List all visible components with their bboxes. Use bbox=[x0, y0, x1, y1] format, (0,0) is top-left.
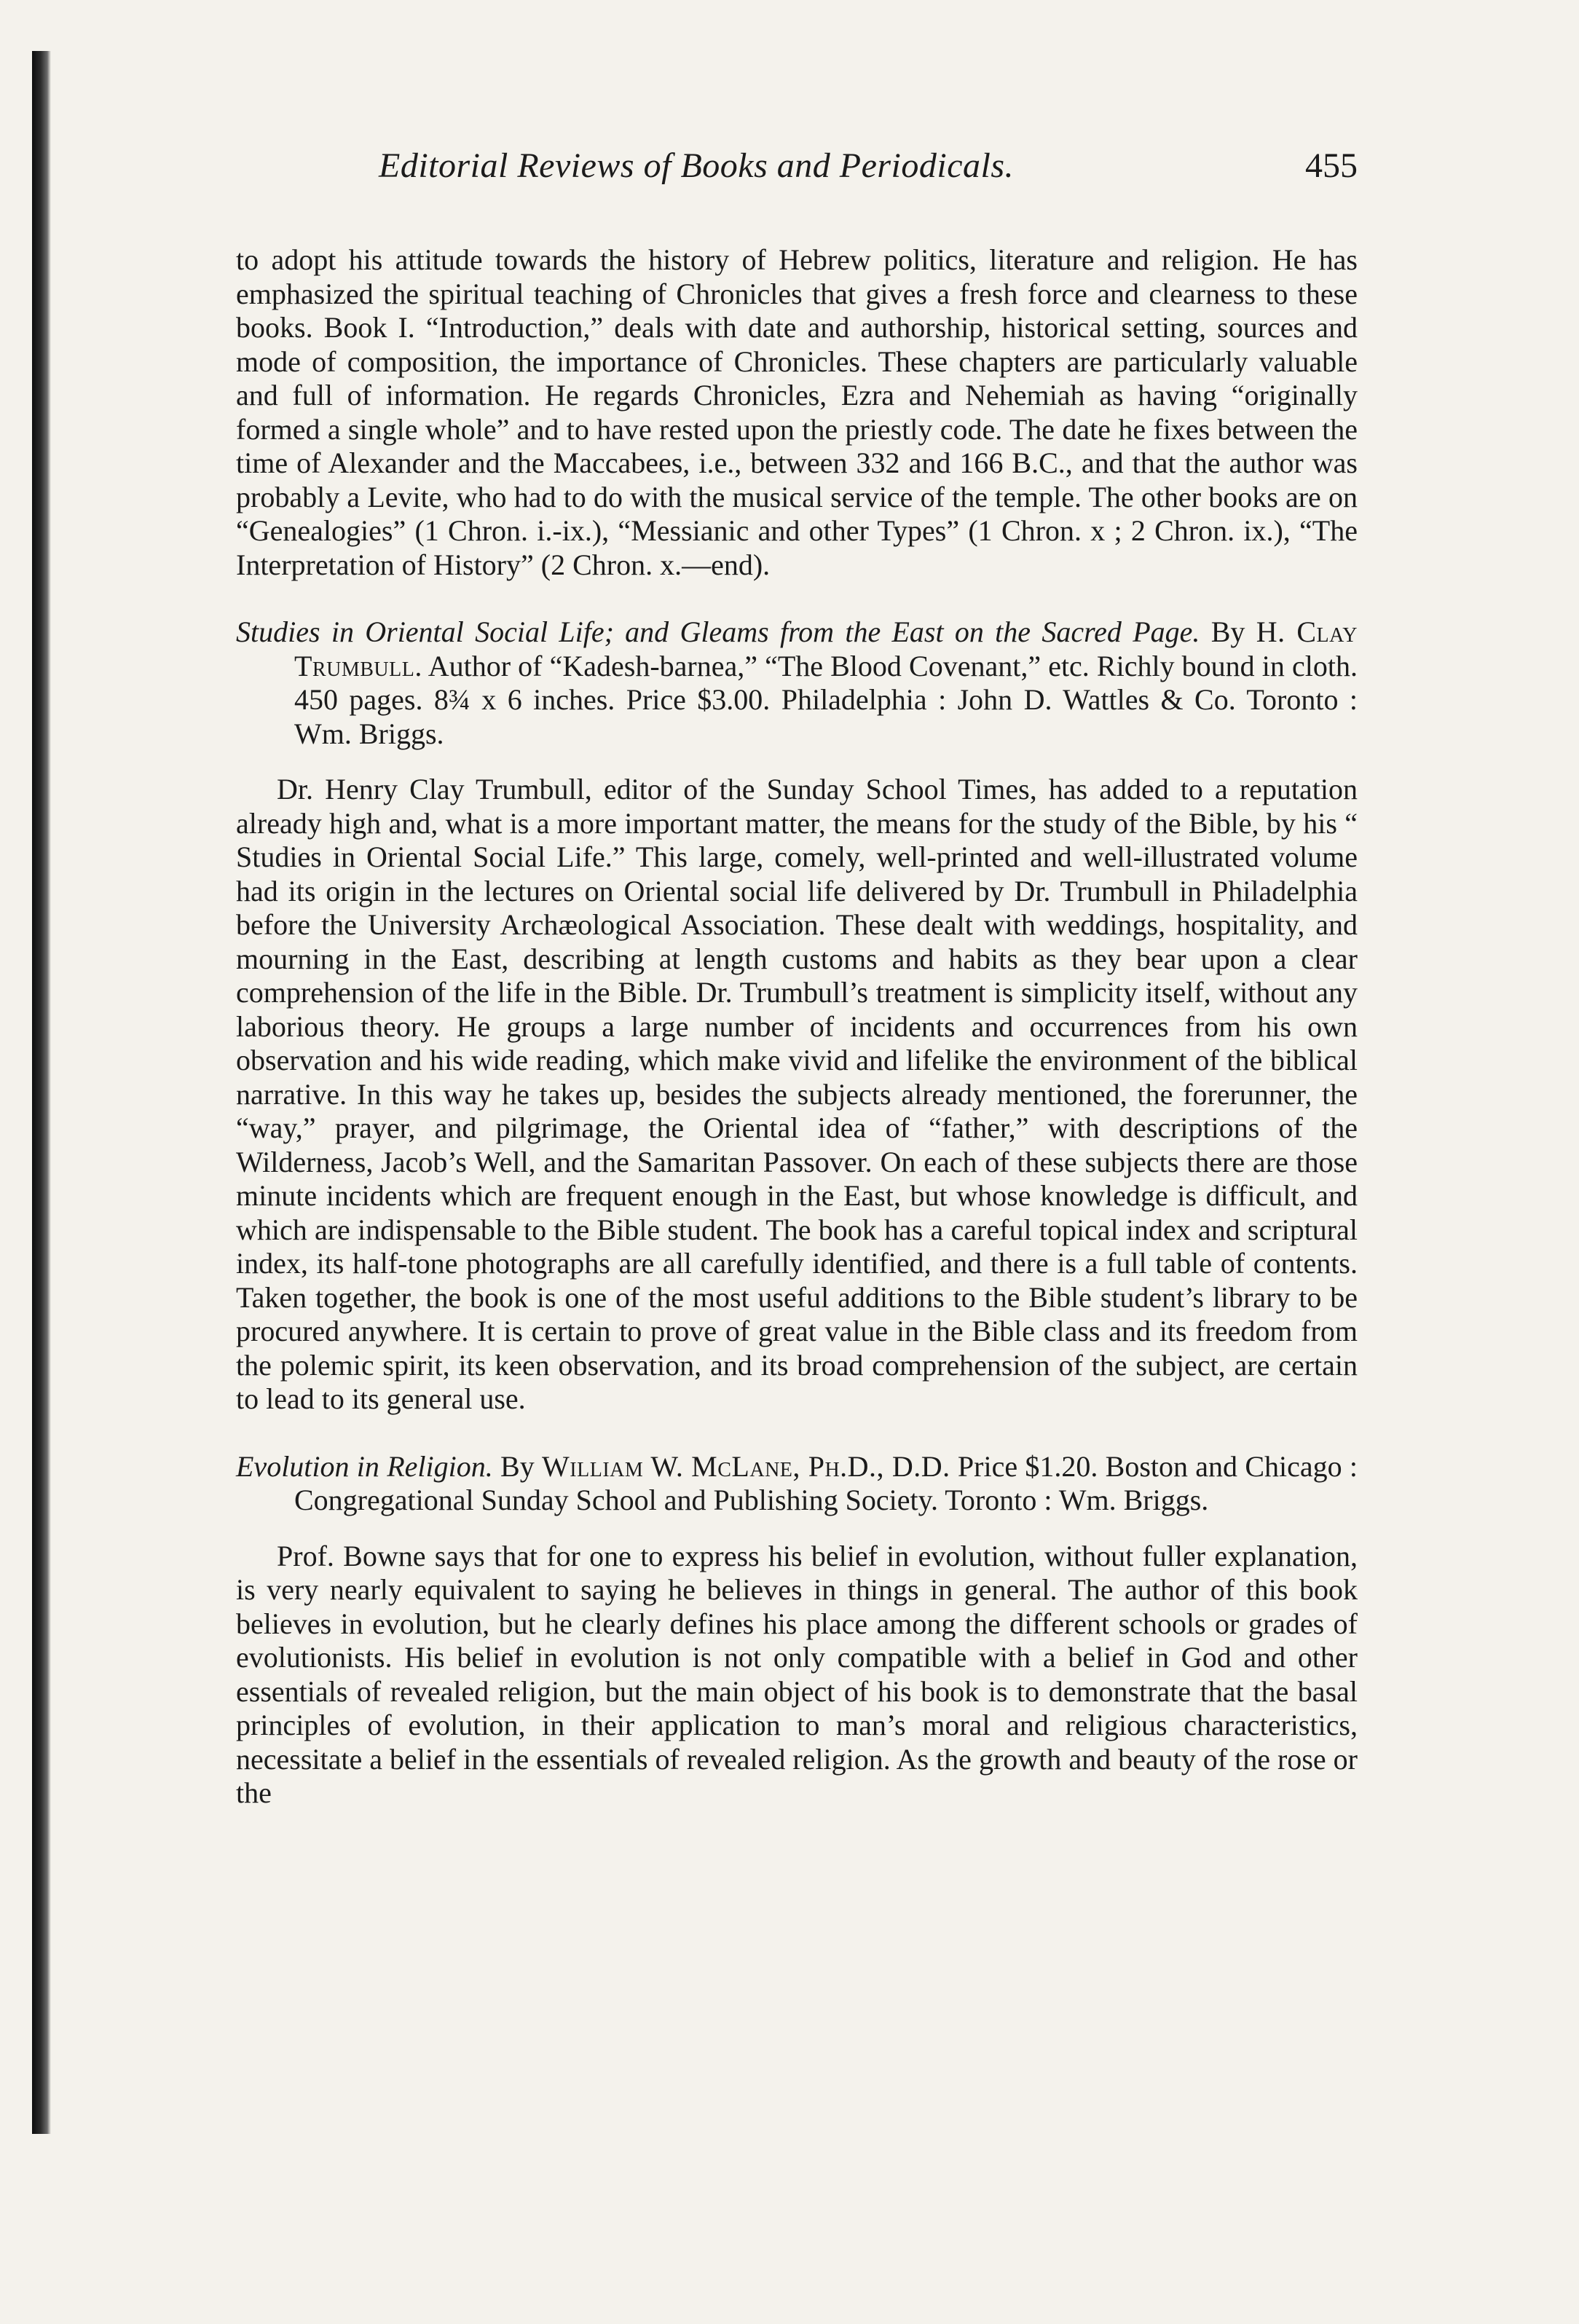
running-title: Editorial Reviews of Books and Periodicals. bbox=[379, 146, 1015, 185]
review-details: Price $1.20. Boston and Chicago : Congregational Sunday School and Publishing Society. Toronto : Wm. Briggs. bbox=[294, 1449, 1358, 1516]
page-bottom-margin bbox=[236, 1811, 1358, 1840]
running-head bbox=[236, 146, 1358, 204]
review-details: Author of “Kadesh-barnea,” “The Blood Covenant,” etc. Richly bound in cloth. 450 pages. 8¾ x 6 inches. Price $3.00. Philadelphia : John D. Wattles & Co. Toronto : Wm. Briggs. bbox=[294, 649, 1358, 750]
review-body-mclane: Prof. Bowne says that for one to express his belief in evolution, without fuller explanation, is very nearly equivalent to saying he believes in things in general. The author of this book believes in evolution, but he clearly defines his place among the different schools or grades of evolutionists. His belief in evolution is not only compatible with a belief in God and other essentials of revealed religion, but the main object of his book is to demonstrate that the basal principles of evolution, in their application to man’s moral and religious characteristics, necessitate a belief in the essentials of revealed religion. As the growth and beauty of the rose or the bbox=[236, 1539, 1358, 1809]
review-author-lead: By bbox=[1210, 615, 1245, 648]
review-author-lead: By bbox=[500, 1449, 535, 1483]
page-number: 455 bbox=[1305, 146, 1358, 185]
review-title: Evolution in Religion. bbox=[236, 1449, 493, 1483]
review-author: H. Clay Trumbull. bbox=[294, 615, 1358, 682]
review-entry-trumbull bbox=[236, 615, 1358, 751]
book-page bbox=[236, 146, 1358, 1840]
review-author: William W. McLane, Ph.D., D.D. bbox=[542, 1449, 950, 1483]
review-title: Studies in Oriental Social Life; and Gleams from the East on the Sacred Page. bbox=[236, 615, 1200, 648]
review-body-trumbull: Dr. Henry Clay Trumbull, editor of the Sunday School Times, has added to a reputation already high and, what is a more important matter, the means for the study of the Bible, by his “ Studies in Oriental Social Life.” This large, comely, well-printed and well-illustrated volume had its origin in the lectures on Oriental social life delivered by Dr. Trumbull in Philadelphia before the University Archæological Association. These dealt with weddings, hospitality, and mourning in the East, describing at length customs and habits as they bear upon a clear comprehension of the life in the Bible. Dr. Trumbull’s treatment is simplicity itself, without any laborious theory. He groups a large number of incidents and occurrences from his own observation and his wide reading, which make vivid and lifelike the environment of the biblical narrative. In this way he takes up, besides the subjects already mentioned, the forerunner, the “way,” prayer, and pilgrimage, the Oriental idea of “father,” with descriptions of the Wilderness, Jacob’s Well, and the Samaritan Passover. On each of these subjects there are those minute incidents which are frequent enough in the East, but whose knowledge is difficult, and which are indispensable to the Bible student. The book has a careful topical index and scriptural index, its half-tone photographs are all carefully identified, and there is a full table of contents. Taken together, the book is one of the most useful additions to the Bible student’s library to be procured anywhere. It is certain to prove of great value in the Bible class and its freedom from the polemic spirit, its keen observation, and its broad comprehension of the subject, are certain to lead to its general use. bbox=[236, 773, 1358, 1415]
continued-review-text: to adopt his attitude towards the history of Hebrew politics, literature and religion. He has emphasized the spiritual teaching of Chronicles that gives a fresh force and clearness to these books. Book I. “Introduction,” deals with date and authorship, historical setting, sources and mode of composition, the importance of Chronicles. These chapters are particularly valuable and full of information. He regards Chronicles, Ezra and Nehemiah as having “originally formed a single whole” and to have rested upon the priestly code. The date he fixes between the time of Alexander and the Maccabees, i.e., between 332 and 166 B.C., and that the author was probably a Levite, who had to do with the musical service of the temple. The other books are on “Genealogies” (1 Chron. i.-ix.), “Messianic and other Types” (1 Chron. x ; 2 Chron. ix.), “The Interpretation of History” (2 Chron. x.—end). bbox=[236, 243, 1358, 581]
binding-shadow bbox=[32, 51, 51, 2134]
review-entry-mclane bbox=[236, 1450, 1358, 1518]
